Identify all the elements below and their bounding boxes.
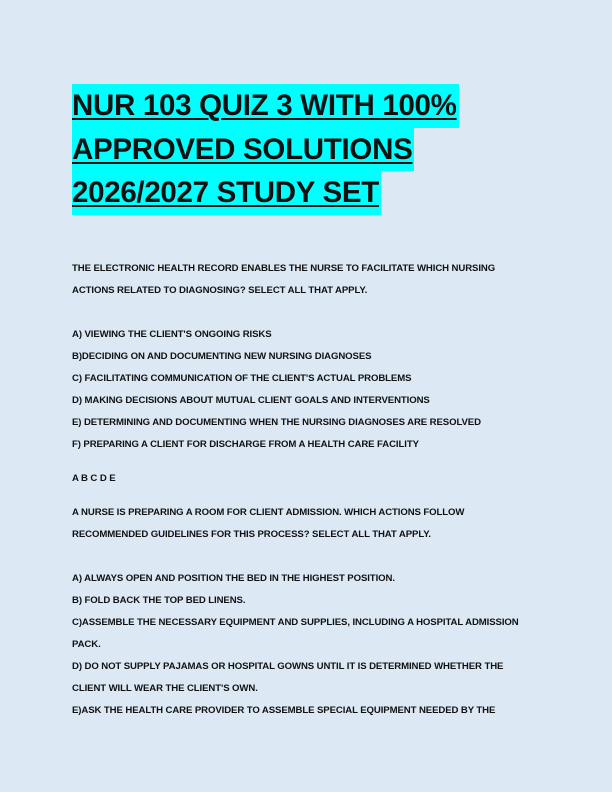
question-2-option-d-line-2: CLIENT WILL WEAR THE CLIENT'S OWN. [72, 683, 258, 694]
question-2-option-b: B) FOLD BACK THE TOP BED LINENS. [72, 595, 246, 606]
question-2-line-1: A NURSE IS PREPARING A ROOM FOR CLIENT ADMISSION. WHICH ACTIONS FOLLOW [72, 507, 465, 518]
question-1-option-d: D) MAKING DECISIONS ABOUT MUTUAL CLIENT GOALS AND INTERVENTIONS [72, 395, 430, 406]
question-1-option-b: B)DECIDING ON AND DOCUMENTING NEW NURSING DIAGNOSES [72, 351, 372, 362]
question-1-option-e: E) DETERMINING AND DOCUMENTING WHEN THE NURSING DIAGNOSES ARE RESOLVED [72, 417, 481, 428]
question-1-line-1: THE ELECTRONIC HEALTH RECORD ENABLES THE NURSE TO FACILITATE WHICH NURSING [72, 263, 496, 274]
title-line-2: APPROVED SOLUTIONS [72, 128, 414, 172]
question-2-option-a: A) ALWAYS OPEN AND POSITION THE BED IN THE HIGHEST POSITION. [72, 573, 395, 584]
question-1-line-2: ACTIONS RELATED TO DIAGNOSING? SELECT ALL THAT APPLY. [72, 285, 368, 296]
question-2-option-d-line-1: D) DO NOT SUPPLY PAJAMAS OR HOSPITAL GOWNS UNTIL IT IS DETERMINED WHETHER THE [72, 661, 504, 672]
title-line-3: 2026/2027 STUDY SET [72, 171, 381, 215]
document-title [72, 84, 542, 215]
question-1-option-f: F) PREPARING A CLIENT FOR DISCHARGE FROM A HEALTH CARE FACILITY [72, 439, 419, 450]
question-1-option-c: C) FACILITATING COMMUNICATION OF THE CLIENT'S ACTUAL PROBLEMS [72, 373, 412, 384]
title-line-1: NUR 103 QUIZ 3 WITH 100% [72, 84, 459, 128]
question-2-option-e-line-1: E)ASK THE HEALTH CARE PROVIDER TO ASSEMBLE SPECIAL EQUIPMENT NEEDED BY THE [72, 705, 496, 716]
question-1-answer: A B C D E [72, 473, 116, 484]
question-2-option-c-line-2: PACK. [72, 639, 101, 650]
question-1-option-a: A) VIEWING THE CLIENT'S ONGOING RISKS [72, 329, 272, 340]
question-2-option-c-line-1: C)ASSEMBLE THE NECESSARY EQUIPMENT AND SUPPLIES, INCLUDING A HOSPITAL ADMISSION [72, 617, 519, 628]
question-2-line-2: RECOMMENDED GUIDELINES FOR THIS PROCESS? SELECT ALL THAT APPLY. [72, 529, 432, 540]
